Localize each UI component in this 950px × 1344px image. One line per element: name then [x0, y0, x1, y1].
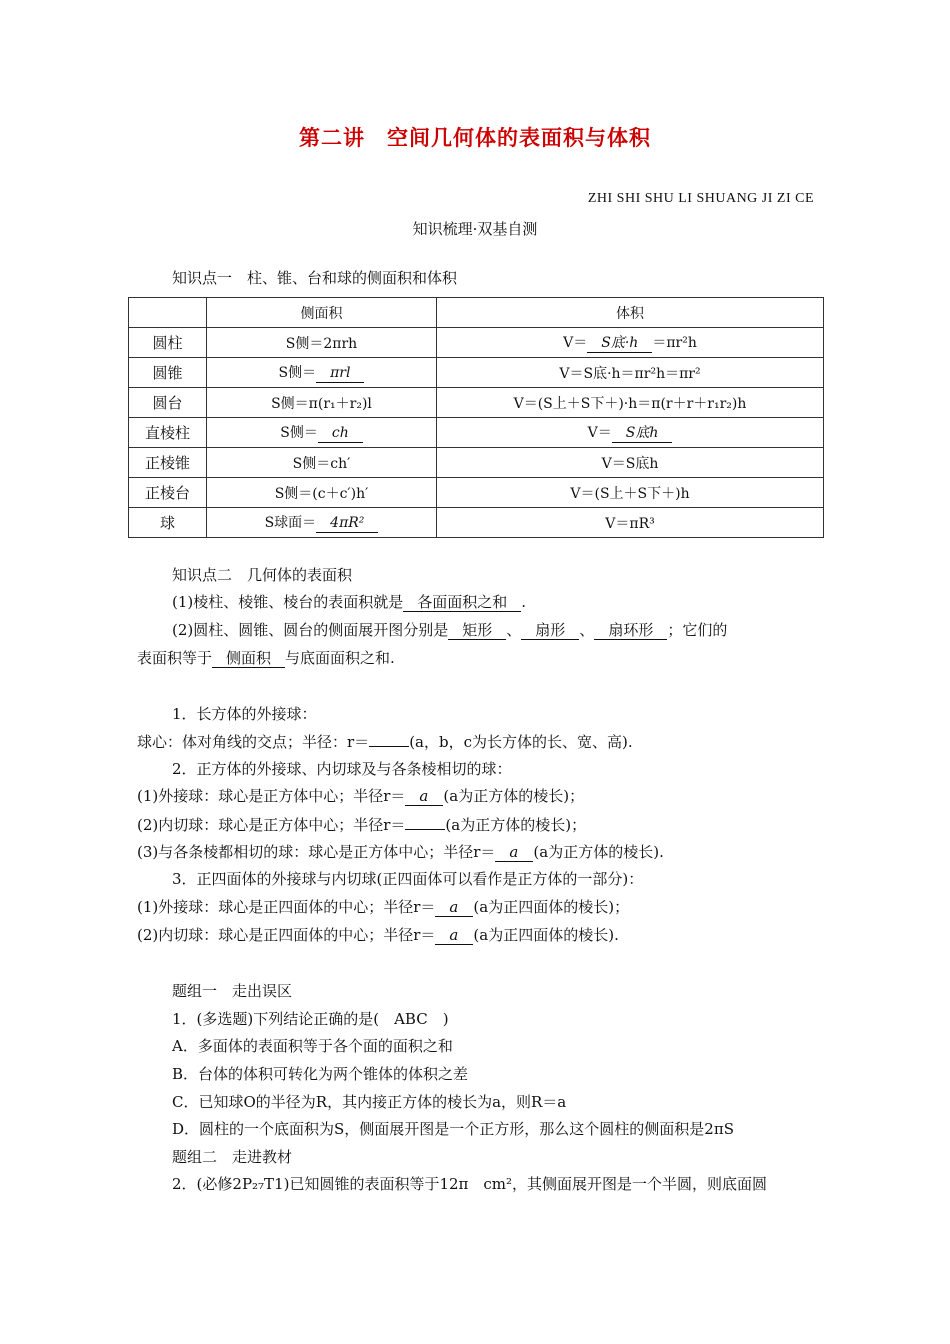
formula-text: S侧＝ [280, 425, 318, 441]
table-cell [207, 328, 437, 358]
formula-table [128, 297, 824, 538]
table-row [129, 328, 824, 358]
question-1: 1．(多选题)下列结论正确的是( ABC ) [172, 1010, 449, 1028]
table-header-cell: 体积 [437, 298, 824, 328]
kp2-item-1 [172, 592, 526, 612]
text: . [521, 593, 527, 611]
knowledge-point-2: 知识点二 几何体的表面积 [172, 566, 353, 584]
kp2-item-2: (2)圆柱、圆锥、圆台的侧面展开图分别是 矩形 、 扇形 、 扇环形 ；它们的 [172, 621, 728, 639]
table-row [129, 478, 824, 508]
formula-text: V＝ [563, 335, 588, 351]
option-c: C．已知球O的半径为R，其内接正方体的棱长为a，则R＝a [172, 1093, 567, 1111]
exercise-group-2: 题组二 走进教材 [172, 1148, 293, 1166]
option-a: A．多面体的表面积等于各个面的面积之和 [172, 1037, 453, 1055]
table-cell [437, 508, 824, 538]
solid-name-cell: 圆台 [129, 388, 207, 418]
table-cell [207, 508, 437, 538]
table-header-cell [129, 298, 207, 328]
table-row [129, 508, 824, 538]
table-row [129, 418, 824, 448]
answer-blank: 侧面积 [212, 650, 285, 668]
solid-name-cell: 圆锥 [129, 358, 207, 388]
formula-text: V＝S底h [601, 455, 659, 472]
formula-text: V＝(S上＋S下＋)h [570, 485, 690, 502]
answer-blank: a [435, 927, 473, 945]
table-cell [207, 448, 437, 478]
formula-text: V＝S底·h＝πr²h＝πr² [559, 365, 701, 382]
kp2-item-2-cont [137, 648, 395, 668]
table-cell [437, 448, 824, 478]
answer-blank: S底h [612, 425, 673, 443]
formula-text: V＝(S上＋S下＋)·h＝π(r＋r＋r₁r₂)h [513, 395, 747, 412]
formula-text: ＝πr²h [652, 335, 697, 351]
table-cell [437, 388, 824, 418]
text: (a为正方体的棱长)； [445, 816, 587, 834]
table-cell [437, 478, 824, 508]
formula-text: S侧＝2πrh [285, 335, 358, 352]
answer-blank: a [435, 899, 473, 917]
answer-blank: a [495, 844, 533, 862]
answer-blank [369, 731, 409, 747]
text: (a为正四面体的棱长)； [473, 898, 630, 916]
text: (a，b，c为长方体的长、宽、高). [409, 733, 633, 751]
question-2: 2．(必修2P₂₇T1)已知圆锥的表面积等于12π cm²，其侧面展开图是一个半圆，则底面圆 [172, 1175, 768, 1193]
formula-text: S侧＝ [278, 365, 317, 381]
note-3: 3．正四面体的外接球与内切球(正四面体可以看作是正方体的一部分)： [172, 870, 644, 888]
text: (1)外接球：球心是正方体中心；半径r＝ [137, 787, 406, 805]
table-cell [437, 418, 824, 448]
knowledge-point-1: 知识点一 柱、锥、台和球的侧面积和体积 [172, 269, 458, 287]
table-cell [207, 418, 437, 448]
answer-blank: πrl [316, 365, 364, 383]
text: (2)内切球：球心是正四面体的中心；半径r＝ [137, 926, 436, 944]
note-2b [137, 814, 586, 835]
formula-text: S球面＝ [264, 515, 317, 531]
text: (3)与各条棱都相切的球：球心是正方体中心；半径r＝ [137, 843, 496, 861]
table-row [129, 388, 824, 418]
table-row [129, 358, 824, 388]
text: 与底面面积之和. [285, 649, 395, 667]
table-header-row [129, 298, 824, 328]
text: (1)外接球：球心是正四面体的中心；半径r＝ [137, 898, 436, 916]
answer-blank: S底·h [587, 335, 652, 353]
solid-name-cell: 球 [129, 508, 207, 538]
answer-blank: 扇环形 [594, 622, 667, 640]
answer-blank: 各面面积之和 [403, 594, 521, 612]
note-3b [137, 925, 619, 945]
answer-blank [405, 814, 445, 830]
solid-name-cell: 正棱锥 [129, 448, 207, 478]
note-3a [137, 897, 629, 917]
text: 球心：体对角线的交点；半径：r＝ [137, 733, 370, 751]
table-cell [437, 328, 824, 358]
solid-name-cell: 直棱柱 [129, 418, 207, 448]
page-title: 第二讲 空间几何体的表面积与体积 [299, 125, 651, 150]
note-2c [137, 842, 664, 862]
table-cell [207, 358, 437, 388]
table-cell [437, 358, 824, 388]
formula-text: V＝ [587, 425, 612, 441]
text: ；它们的 [667, 621, 728, 639]
answer-blank: 矩形 [448, 622, 506, 640]
text: (a为正方体的棱长). [533, 843, 664, 861]
note-2: 2．正方体的外接球、内切球及与各条棱相切的球： [172, 760, 512, 778]
note-1a [137, 731, 633, 752]
answer-blank: 扇形 [521, 622, 579, 640]
text: (2)圆柱、圆锥、圆台的侧面展开图分别是 [172, 621, 449, 639]
table-cell [207, 388, 437, 418]
text: (a为正方体的棱长)； [443, 787, 585, 805]
text: (a为正四面体的棱长). [473, 926, 619, 944]
section-subhead: 知识梳理·双基自测 [412, 220, 538, 238]
formula-text: V＝πR³ [605, 515, 655, 532]
table-header-cell: 侧面积 [207, 298, 437, 328]
formula-text: S侧＝π(r₁＋r₂)l [271, 395, 372, 412]
text: (2)内切球：球心是正方体中心；半径r＝ [137, 816, 406, 834]
solid-name-cell: 正棱台 [129, 478, 207, 508]
table-row [129, 448, 824, 478]
answer-blank: ch [318, 425, 363, 443]
option-d: D．圆柱的一个底面积为S，侧面展开图是一个正方形，那么这个圆柱的侧面积是2πS [172, 1120, 734, 1138]
exercise-group-1: 题组一 走出误区 [172, 982, 293, 1000]
text: (1)棱柱、棱锥、棱台的表面积就是 [172, 593, 404, 611]
answer-blank: a [405, 788, 443, 806]
formula-text: S侧＝(c＋c′)h′ [274, 485, 369, 502]
pinyin-heading: ZHI SHI SHU LI SHUANG JI ZI CE [587, 191, 814, 206]
note-1: 1．长方体的外接球： [172, 705, 317, 723]
solid-name-cell: 圆柱 [129, 328, 207, 358]
answer-blank: 4πR² [316, 515, 378, 533]
text: 表面积等于 [137, 649, 213, 667]
note-2a [137, 786, 584, 806]
option-b: B．台体的体积可转化为两个锥体的体积之差 [172, 1065, 469, 1083]
table-cell [207, 478, 437, 508]
formula-text: S侧＝ch′ [292, 455, 351, 472]
